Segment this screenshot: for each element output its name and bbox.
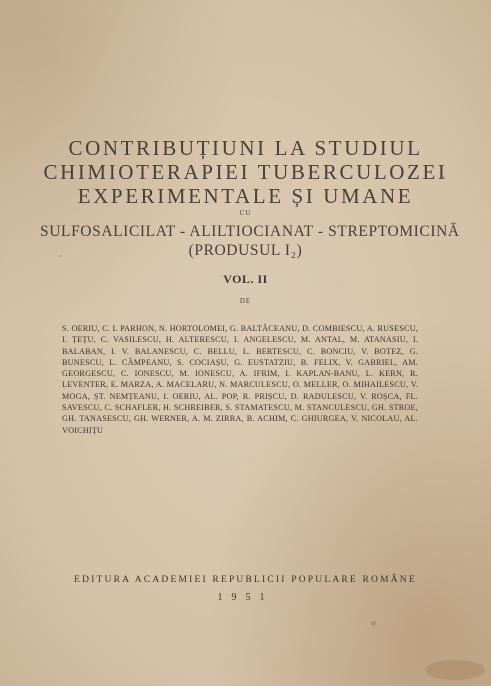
subtitle-line-1: SULFOSALICILAT - ALILTIOCIANAT - STREPTOMICINĂ bbox=[40, 223, 460, 240]
author-list: S. OERIU, C. I. PARHON, N. HORTOLOMEI, G. BALTĂCEANU, D. COMBIESCU, A. RUSESCU, I. ȚEȚU, C. VASILESCU, H. ALTERESCU, I. ANGELESCU, M. ANTAL, M. ATANASIU, I. BALABAN, I. V. BALANESCU, C. BELLU, L. BERTESCU, C. BONCIU, V. BOTEZ, G. BUNESCU, L. CÂMPEANU, S. COCIAȘU, G. EUSTATZIU, B. FELIX, V. GABRIEL, AM. GEORGESCU, C. IONESCU, M. IONESCU, A. IFRIM, I. KAPLAN-BANU, L. KERN, R. LEVENTER, E. MARZA, A. MACELARU, N. MARCULESCU, O. MELLER, O. MIHAILESCU, V. MOGA, ȘT. NEMȚEANU, I. OERIU, AL. POP, R. PRIȘCU, D. RADULESCU, V. ROȘCA, FL. SAVESCU, C. SCHAFLER, H. SCHREIBER, S. STAMATESCU, M. STANCULESCU, GH. STROE, GH. TANASESCU, GH. WERNER, A. M. ZIRRA, B. ACHIM, C. GHIURGEA, V. NICOLAU, AL. VOICHIȚU bbox=[62, 324, 418, 435]
title-line-3: EXPERIMENTALE ȘI UMANE bbox=[77, 184, 414, 208]
publication-year: 1951 bbox=[217, 592, 274, 603]
paper-stain bbox=[371, 621, 376, 626]
title-block bbox=[40, 136, 451, 208]
de-word-block bbox=[40, 296, 451, 306]
subtitle-block bbox=[40, 222, 460, 260]
publisher-name: EDITURA ACADEMIEI REPUBLICII POPULARE ROMÂNE bbox=[74, 575, 417, 585]
title-line-1: CONTRIBUȚIUNI LA STUDIUL bbox=[68, 136, 423, 160]
paper-stain bbox=[425, 660, 485, 680]
title-line-2: CHIMIOTERAPIEI TUBERCULOZEI bbox=[43, 160, 448, 184]
volume-label: VOL. II bbox=[223, 272, 268, 286]
cu-word-block bbox=[40, 208, 451, 218]
subtitle-line-2: (PRODUSUL I₂) bbox=[188, 242, 303, 259]
cu-word: CU bbox=[239, 209, 252, 217]
de-word: DE bbox=[239, 297, 252, 305]
volume-block bbox=[40, 272, 451, 287]
